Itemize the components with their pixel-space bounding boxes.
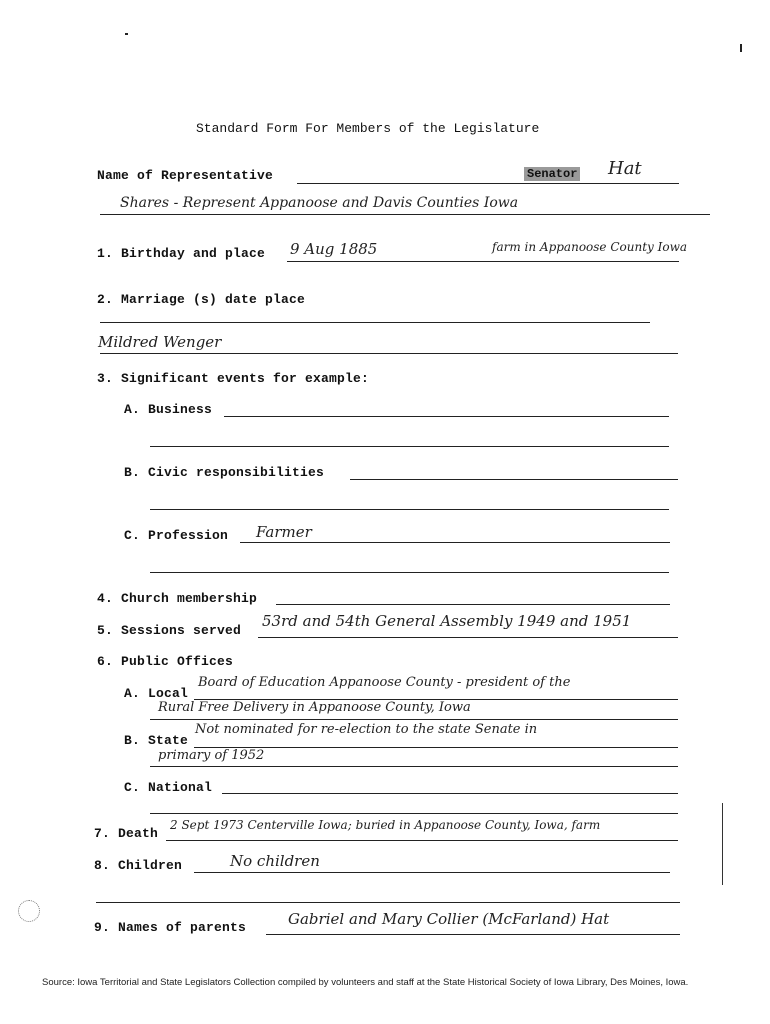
- profession-line-1: [240, 542, 670, 543]
- business-line-1: [224, 416, 669, 417]
- parents-handwritten: Gabriel and Mary Collier (McFarland) Hat: [288, 910, 610, 928]
- business-label: A. Business: [124, 402, 213, 417]
- local-line-2: [150, 719, 678, 720]
- state-line-1: [194, 747, 678, 748]
- name-line: [297, 183, 679, 184]
- business-line-2: [150, 446, 669, 447]
- national-line-2: [150, 813, 678, 814]
- marriage-line-1: [100, 322, 650, 323]
- church-label: 4. Church membership: [97, 591, 258, 606]
- state-label: B. State: [124, 733, 189, 748]
- civic-label: B. Civic responsibilities: [124, 465, 325, 480]
- birthday-handwritten: 9 Aug 1885: [290, 240, 378, 258]
- children-label: 8. Children: [94, 858, 183, 873]
- local-handwritten-2: Rural Free Delivery in Appanoose County, Iowa: [158, 700, 471, 715]
- local-handwritten-1: Board of Education Appanoose County - president of the: [198, 675, 571, 690]
- margin-stroke: [722, 803, 723, 885]
- birthday-label: 1. Birthday and place: [97, 246, 266, 261]
- senator-stamp: Senator: [524, 167, 580, 181]
- form-title: Standard Form For Members of the Legislature: [196, 121, 540, 136]
- scan-speck: [125, 33, 128, 35]
- children-line-2: [96, 902, 680, 903]
- profession-label: C. Profession: [124, 528, 229, 543]
- name-handwritten: Hat: [608, 158, 642, 179]
- scan-speck: [740, 44, 742, 52]
- name-label: Name of Representative: [97, 168, 274, 183]
- state-handwritten-2: primary of 1952: [158, 748, 265, 763]
- parents-line: [266, 934, 680, 935]
- punch-hole-mark: [18, 900, 40, 922]
- birthday-place-handwritten: farm in Appanoose County Iowa: [492, 240, 688, 254]
- state-handwritten-1: Not nominated for re-election to the state Senate in: [195, 722, 538, 737]
- birthday-line: [287, 261, 679, 262]
- marriage-label: 2. Marriage (s) date place: [97, 292, 306, 307]
- source-footer: Source: Iowa Territorial and State Legislators Collection compiled by volunteers and staff at the State Historical Society of Iowa Library, Des Moines, Iowa.: [42, 977, 689, 988]
- church-line: [276, 604, 670, 605]
- sessions-handwritten: 53rd and 54th General Assembly 1949 and 1951: [262, 612, 632, 630]
- death-line: [166, 840, 678, 841]
- state-line-2: [150, 766, 678, 767]
- profession-handwritten: Farmer: [256, 523, 312, 541]
- parents-label: 9. Names of parents: [94, 920, 247, 935]
- national-label: C. National: [124, 780, 213, 795]
- children-line-1: [194, 872, 670, 873]
- national-line-1: [222, 793, 678, 794]
- marriage-handwritten: Mildred Wenger: [98, 333, 222, 351]
- events-label: 3. Significant events for example:: [97, 371, 370, 386]
- profession-line-2: [150, 572, 669, 573]
- sessions-label: 5. Sessions served: [97, 623, 242, 638]
- sessions-line: [258, 637, 678, 638]
- name-handwritten-line2: Shares - Represent Appanoose and Davis Counties Iowa: [120, 195, 519, 211]
- death-handwritten: 2 Sept 1973 Centerville Iowa; buried in Appanoose County, Iowa, farm: [170, 818, 601, 832]
- local-label: A. Local: [124, 686, 189, 701]
- offices-label: 6. Public Offices: [97, 654, 234, 669]
- name-line-2: [100, 214, 710, 215]
- civic-line-1: [350, 479, 678, 480]
- civic-line-2: [150, 509, 669, 510]
- children-handwritten: No children: [230, 852, 320, 870]
- marriage-line-2: [100, 353, 678, 354]
- death-label: 7. Death: [94, 826, 159, 841]
